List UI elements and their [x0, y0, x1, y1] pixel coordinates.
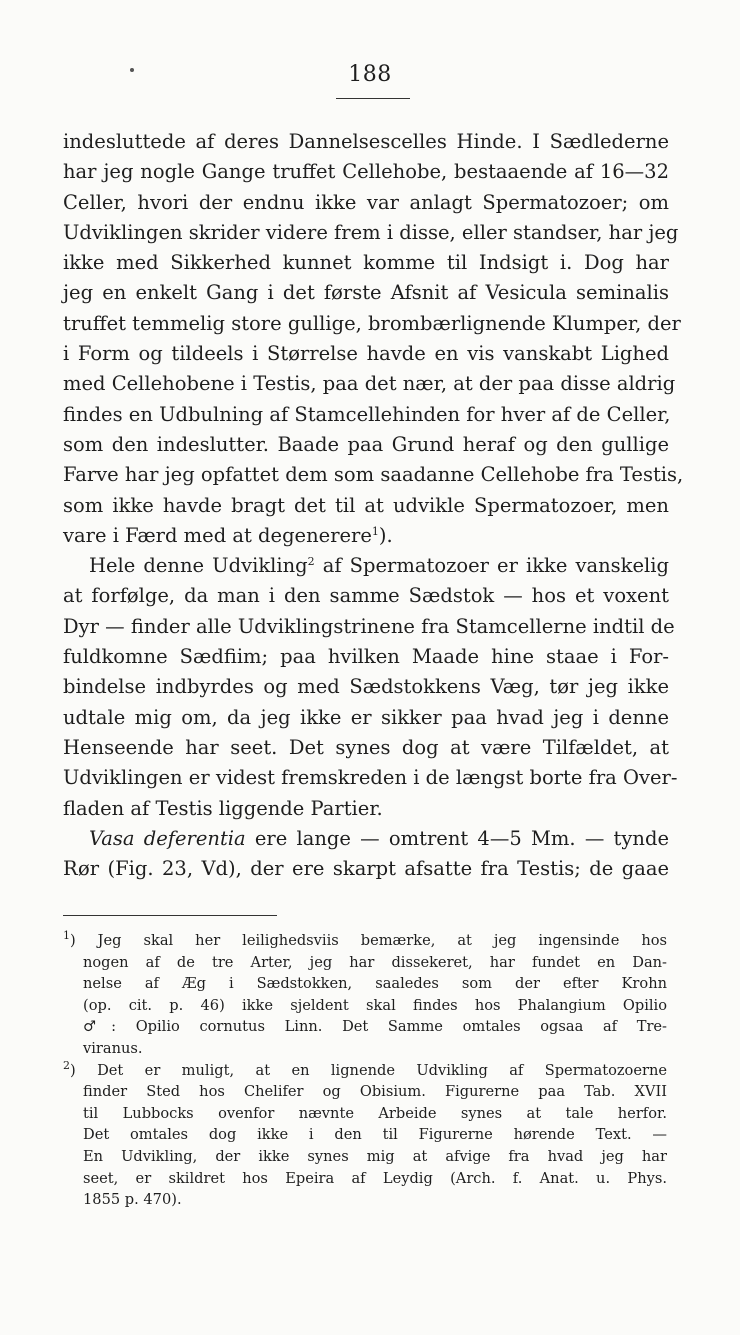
body-line-3: Celler, hvori der endnu ikke var anlagt Spermatozoer; om	[63, 190, 669, 214]
body-line-13: som ikke havde bragt det til at udvikle Spermatozoer, men	[63, 493, 669, 517]
body-line-24-rest: ere lange — omtrent 4—5 Mm. — tynde	[254, 826, 669, 850]
footnote-2-line-4: Det omtales dog ikke i den til Figurerne hørende Text. —	[83, 1126, 667, 1144]
body-line-24	[63, 824, 669, 854]
footnote-1-line-2: nogen af de tre Arter, jeg har dissekeret, har fundet en Dan-	[83, 953, 667, 971]
footnote-2-line-1	[63, 1060, 667, 1082]
body-line-23: fladen af Testis liggende Partier.	[63, 796, 383, 820]
footnote-1-line-5: ♂: Opilio cornutus Linn. Det Samme omtales ogsaa af Tre-	[83, 1018, 667, 1036]
body-line-6: jeg en enkelt Gang i det første Afsnit af Vesicula seminalis	[63, 281, 669, 305]
body-line-14-text: vare i Færd med at degenerere	[63, 523, 372, 547]
footnote-1-line-3: nelse af Æg i Sædstokken, saaledes som der efter Krohn	[83, 975, 667, 993]
body-line-1: indesluttede af deres Dannelsescelles Hinde. I Sædlederne	[63, 130, 669, 153]
term-vasa-deferentia: Vasa deferentia	[89, 826, 246, 850]
body-line-14	[63, 521, 669, 551]
body-line-5: ikke med Sikkerhed kunnet komme til Indsigt i. Dog har	[63, 251, 669, 275]
footnotes	[63, 930, 667, 1211]
body-line-8: i Form og tildeels i Størrelse havde en vis vanskabt Lighed	[63, 342, 669, 366]
footnote-2-marker: 2	[63, 1058, 70, 1072]
footnote-2-line-1-text: ) Det er muligt, at en lignende Udvikling af Spermatozoerne	[70, 1061, 667, 1079]
page-number-rule	[336, 98, 410, 99]
body-line-19: bindelse indbyrdes og med Sædstokkens Væg, tør jeg ikke	[63, 675, 669, 699]
footnote-1-marker: 1	[63, 929, 70, 942]
footnote-2-line-7: 1855 p. 470).	[83, 1191, 182, 1209]
body-line-4: Udviklingen skrider videre frem i disse, eller standser, har jeg	[63, 220, 679, 244]
body-text	[63, 127, 684, 884]
footnote-2-line-3: til Lubbocks ovenfor nævnte Arbeide synes at tale herfor.	[83, 1104, 667, 1122]
body-line-14-end: ).	[378, 523, 393, 547]
body-line-22: Udviklingen er videst fremskreden i de længst borte fra Over-	[63, 766, 678, 790]
body-line-15-text: Hele denne Udvikling	[89, 554, 308, 578]
body-line-21: Henseende har seet. Det synes dog at være Tilfældet, at	[63, 735, 669, 759]
footnote-2-line-2: finder Sted hos Chelifer og Obisium. Figurerne paa Tab. XVII	[83, 1083, 667, 1101]
body-line-10: findes en Udbulning af Stamcellehinden for hver af de Celler,	[63, 402, 671, 426]
footnote-2-line-5: En Udvikling, der ikke synes mig at afvige fra hvad jeg har	[83, 1147, 667, 1165]
body-line-15	[63, 551, 669, 581]
body-line-15-rest: af Spermatozoer er ikke vanskelig	[314, 554, 669, 578]
footnote-2-line-6: seet, er skildret hos Epeira af Leydig (Arch. f. Anat. u. Phys.	[83, 1169, 667, 1187]
body-line-9: med Cellehobene i Testis, paa det nær, at der paa disse aldrig	[63, 372, 676, 396]
body-line-11: som den indeslutter. Baade paa Grund heraf og den gullige	[63, 432, 669, 456]
body-line-17: Dyr — finder alle Udviklingstrinene fra Stamcellerne indtil de	[63, 614, 675, 638]
footnote-rule	[63, 915, 277, 916]
footnote-1-line-4: (op. cit. p. 46) ikke sjeldent skal findes hos Phalangium Opilio	[83, 996, 667, 1014]
footnote-1-line-1	[63, 930, 667, 952]
body-line-7: truffet temmelig store gullige, brombærlignende Klumper, der	[63, 311, 681, 335]
body-line-12: Farve har jeg opfattet dem som saadanne Cellehobe fra Testis,	[63, 463, 684, 487]
body-line-2: har jeg nogle Gange truffet Cellehobe, bestaaende af 16—32	[63, 160, 669, 184]
footnote-ref-1[interactable]: 1	[371, 524, 379, 538]
body-line-18: fuldkomne Sædfiim; paa hvilken Maade hine staae i For-	[63, 645, 669, 669]
footnote-ref-2[interactable]: 2	[307, 555, 315, 569]
footnote-1-line-6: viranus.	[83, 1039, 143, 1057]
body-line-25: Rør (Fig. 23, Vd), der ere skarpt afsatte fra Testis; de gaae	[63, 857, 669, 881]
footnote-1-line-1-text: ) Jeg skal her leilighedsviis bemærke, at jeg ingensinde hos	[70, 932, 667, 949]
body-line-20: udtale mig om, da jeg ikke er sikker paa hvad jeg i denne	[63, 705, 669, 729]
body-line-16: at forfølge, da man i den samme Sædstok — hos et voxent	[63, 584, 669, 608]
page-number: 188	[348, 62, 392, 87]
